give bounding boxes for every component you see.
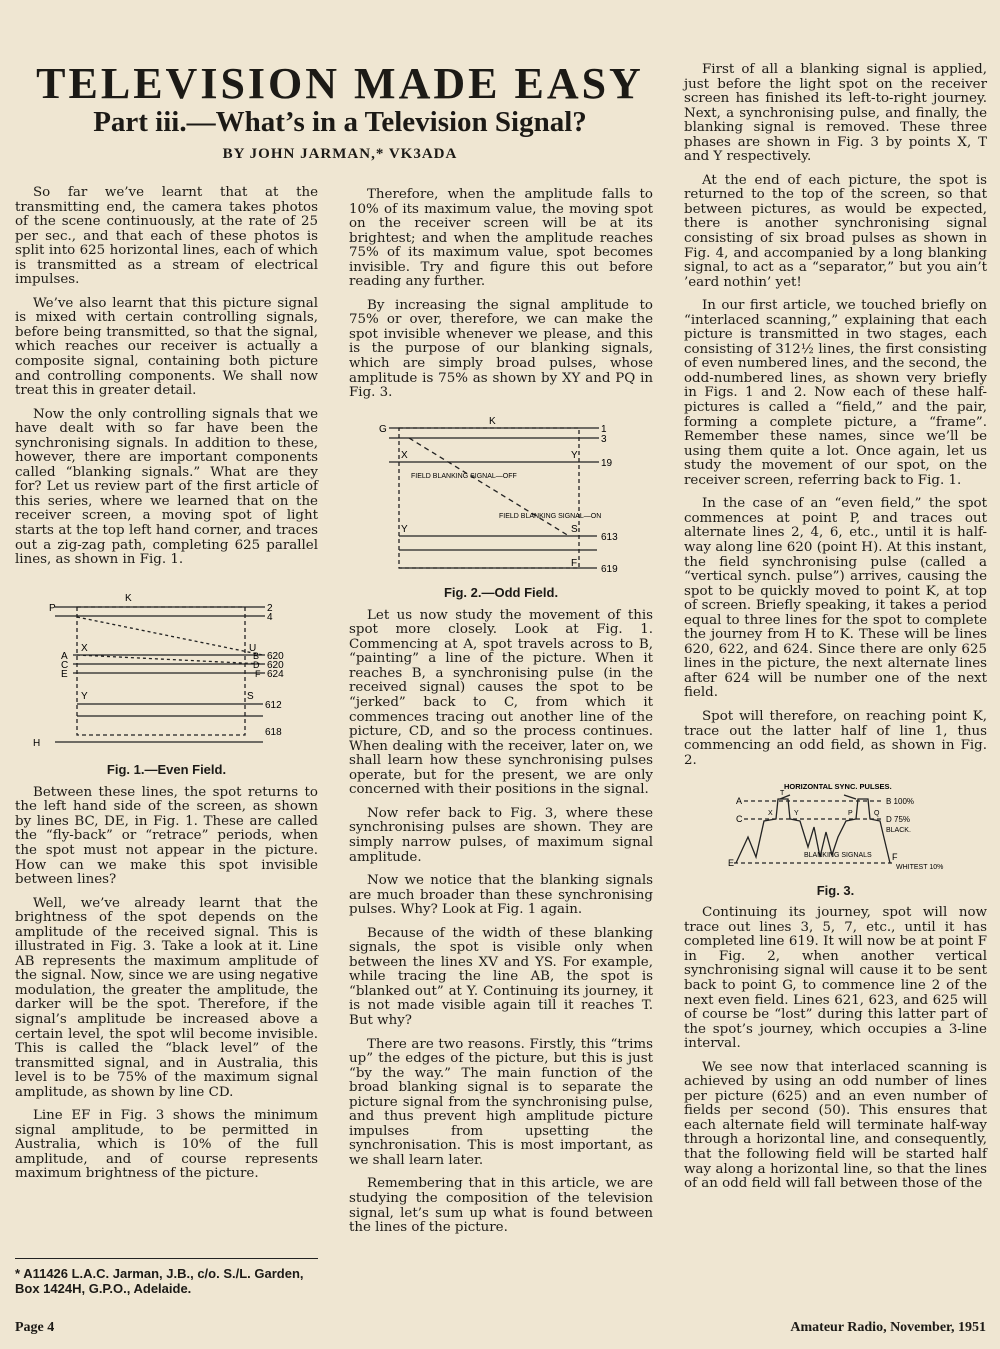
fig1-label: 624 <box>267 668 284 680</box>
fig1-label: A <box>61 650 68 662</box>
paragraph: Between these lines, the spot returns to the left hand side of the screen, as shown by lines BC, DE, in Fig. 1. These are called the “fly-back” or “retrace” periods, when the spot must not appear in the picture. How can we make this spot invisible between lines? <box>15 784 318 888</box>
fig3-label: B 100% <box>886 797 915 807</box>
fig3-label: X <box>768 810 773 818</box>
fig1-label: U <box>249 642 257 654</box>
fig2-label: FIELD BLANKING SIGNAL—OFF <box>411 472 517 480</box>
paragraph: First of all a blanking signal is applied, just before the light spot on the receiver screen has finished its left-to-right journey. Next, a synchronising pulse, and finally, the blanking signal is removed. These three phases are shown in Fig. 3 by points X, T and Y respectively. <box>684 62 987 165</box>
fig1-label: K <box>125 592 132 604</box>
figure-2-caption: Fig. 2.—Odd Field. <box>443 585 559 601</box>
article-subtitle: Part iii.—What’s in a Television Signal? <box>93 106 587 138</box>
figure-2-diagram <box>349 410 653 580</box>
fig1-label: X <box>81 642 88 654</box>
fig1-label: S <box>247 690 254 702</box>
fig3-label: F <box>892 852 898 863</box>
fig1-label: E <box>61 668 68 680</box>
paragraph: Spot will therefore, on reaching point K, trace out the latter half of line 1, thus commencing an odd field, as shown in Fig. 2. <box>684 708 987 768</box>
paragraph: Line EF in Fig. 3 shows the minimum signal amplitude, to be permitted in Australia, which is 10% of the full amplitude, and of course represents maximum brightness of the picture. <box>15 1108 318 1182</box>
fig2-label: S <box>571 523 578 535</box>
fig1-label: P <box>49 602 56 614</box>
fig2-label: 613 <box>601 531 618 543</box>
column-3 <box>684 63 987 1201</box>
fig3-label: HORIZONTAL SYNC. PULSES. <box>784 782 892 792</box>
column-2 <box>349 188 653 1245</box>
byline: BY JOHN JARMAN,* VK3ADA <box>222 146 458 162</box>
fig3-label: BLACK. <box>886 827 911 835</box>
paragraph: Continuing its journey, spot will now trace out lines 3, 5, 7, etc., until it has completed line 619. It will now be at point F in Fig. 2, when another vertical synchronising signal will cause it to be sent back to point G, to commence line 2 of the next even field. Lines 621, 623, and 625 will of course be “lost” during this latter part of the spot’s journey, which occupies a 3-line interval. <box>684 905 987 1052</box>
figure-2 <box>349 410 653 601</box>
paragraph: So far we’ve learnt that at the transmitting end, the camera takes photos of the scene continuously, at the rate of 25 per sec., and that each of these photos is split into 625 horizontal lines, each of which is transmitted as a stream of electrical impulses. <box>15 185 318 288</box>
figure-3 <box>684 777 987 898</box>
fig3-label: D 75% <box>886 815 911 825</box>
footnote-rule <box>15 1258 318 1259</box>
paragraph: At the end of each picture, the spot is returned to the top of the screen, so that between pictures, as would be expected, there is another synchronising signal consisting of six broad pulses as shown in Fig. 4, and accompanied by a long blanking signal, to act as a “separator,” but you ain’t ’eard nothin’ yet! <box>684 172 987 290</box>
paragraph: In the case of an “even field,” the spot commences at point P, and traces out alternate lines 2, 4, 6, etc., until it is half-way along line 620 (point H). At this instant, the field synchronising pulse (called a “vertical synch. pulse”) arrives, causing the spot to be quickly moved to point K, at top of screen. Briefly speaking, it takes a period equal to three lines for the spot to complete the journey from H to K. These will be lines 620, 622, and 624. Since there are only 625 lines in the picture, the next alternate lines after 624 will be number one of the next field. <box>684 496 987 701</box>
fig3-label: WHITEST 10% <box>896 864 944 872</box>
fig1-label: Y <box>81 690 88 702</box>
paragraph: Now the only controlling signals that we have dealt with so far have been the synchronising signals. In addition to these, however, there are important components called “blanking signals.” What are they for? Let us review part of the first article of this series, where we learned that on the receiver screen, a moving spot of light starts at the top left hand corner, and traces out a zig-zag path, completing 625 parallel lines, as shown in Fig. 1. <box>15 406 318 568</box>
column-1 <box>15 186 318 1191</box>
fig2-label: FIELD BLANKING SIGNAL—ON <box>499 512 602 520</box>
figure-3-caption: Fig. 3. <box>816 882 855 898</box>
fig1-label: 620 <box>267 650 284 662</box>
figure-1-diagram <box>15 577 318 757</box>
paragraph: Now refer back to Fig. 3, where these synchronising pulses are shown. They are simply narrow pulses, of maximum signal amplitude. <box>349 805 653 865</box>
paragraph: There are two reasons. Firstly, this “trims up” the edges of the picture, but this is just “by the way.” The main function of the broad blanking signal is to separate the picture signal from the synchronising pulse, and thus prevent high amplitude picture impulses from upsetting the synchronisation. This is most important, as we shall learn later. <box>349 1036 653 1168</box>
fig1-label: 2 <box>267 602 273 614</box>
fig1-label: D <box>253 659 260 670</box>
fig2-label: Y <box>401 523 408 535</box>
fig2-label: 3 <box>601 433 607 445</box>
fig3-label: Q <box>874 810 880 818</box>
fig2-label: Y <box>571 449 578 461</box>
paragraph: We see now that interlaced scanning is achieved by using an odd number of lines per picture (625) and an even number of fields per second (50). This ensures that each alternate field will terminate half-way through a horizontal line, and consequently, that the following field will be started half way along a horizontal line, so that the lines of an odd field will fall between those of the <box>684 1059 987 1192</box>
fig3-label: C <box>736 814 743 825</box>
fig2-label: 619 <box>601 563 618 575</box>
paragraph: We’ve also learnt that this picture signal is mixed with certain controlling signals, before being transmitted, so that the signal, which reaches our receiver is actually a composite signal, containing both picture and controlling components. We shall now treat this in greater detail. <box>15 295 318 399</box>
paragraph: In our first article, we touched briefly on “interlaced scanning,” explaining that each picture is transmitted in two stages, each consisting of 312½ lines, the first consisting of even numbered lines, and the second, the odd-numbered lines, as shown very briefly in Figs. 1 and 2. Now each of these half-pictures is called a “field,” and the pair, forming a complete picture, a “frame”. Remember these names, since we’ll be using them quite a lot. Once again, let us study the movement of our spot, on the receiver screen, referring back to Fig. 1. <box>684 298 987 488</box>
paragraph: Therefore, when the amplitude falls to 10% of its maximum value, the moving spot on the receiver screen will be at its brightest; and when the amplitude reaches 75% of its maximum value, spot becomes invisible. Try and figure this out before reading any further. <box>349 187 653 290</box>
figure-1 <box>15 577 318 778</box>
fig1-label: F <box>255 668 261 679</box>
figure-3-diagram <box>684 777 987 877</box>
fig3-label: T <box>780 790 785 798</box>
fig3-label: BLANKING SIGNALS <box>804 852 872 860</box>
paragraph: Because of the width of these blanking signals, the spot is visible only when between the lines XV and YS. For example, while tracing the line AB, the spot is “blanked out” at Y. Continuing its journey, it is not made visible again till it reaches T. But why? <box>349 925 653 1028</box>
fig3-label: Y <box>794 810 799 818</box>
fig2-label: 1 <box>601 423 607 435</box>
figure-1-caption: Fig. 1.—Even Field. <box>106 762 227 778</box>
article-title: TELEVISION MADE EASY <box>36 59 644 108</box>
fig2-label: G <box>379 423 387 435</box>
footnote: * A11426 L.A.C. Jarman, J.B., c/o. S./L. Garden, Box 1424H, G.P.O., Adelaide. <box>15 1266 304 1296</box>
fig2-label: X <box>401 449 408 461</box>
fig1-label: 612 <box>265 699 282 711</box>
fig1-label: B <box>253 650 260 661</box>
paragraph: Now we notice that the blanking signals are much broader than these synchronising pulses. Why? Look at Fig. 1 again. <box>349 873 653 918</box>
fig3-label: A <box>736 796 743 807</box>
paragraph: Remembering that in this article, we are studying the composition of the television signal, let’s sum up what is found between the lines of the picture. <box>349 1176 653 1236</box>
fig1-label: 620 <box>267 659 284 671</box>
fig3-label: E <box>728 858 735 869</box>
page-number: Page 4 <box>15 1320 55 1335</box>
fig3-label: P <box>848 810 853 818</box>
publication-info: Amateur Radio, November, 1951 <box>790 1320 986 1335</box>
fig1-label: 4 <box>267 611 273 623</box>
paragraph: Let us now study the movement of this spot more closely. Look at Fig. 1. Commencing at A, spot travels across to B, “painting” a line of the picture. When it reaches B, a synchronising pulse (in the received signal) causes the spot to be “jerked” back to C, from which it commences tracing out another line of the picture, CD, and so the process continues. When dealing with the receiver, later on, we shall learn how these synchronising pulses operate, but for the present, we are only concerned with their positions in the signal. <box>349 607 653 798</box>
fig2-label: 19 <box>601 457 613 469</box>
paragraph: Well, we’ve already learnt that the brightness of the spot depends on the amplitude of the received signal. This is illustrated in Fig. 3. Take a look at it. Line AB represents the maximum amplitude of the signal. Now, since we are using negative modulation, the greater the amplitude, the darker will be the spot. Therefore, if the signal’s amplitude be increased above a certain level, the spot wlil become invisible. This is called the “black level” of the transmitted signal, and in Australia, this level is to be 75% of the maximum signal amplitude, as shown by line CD. <box>15 895 318 1100</box>
fig2-label: K <box>489 415 496 427</box>
fig1-label: H <box>33 737 41 749</box>
fig2-label: F <box>571 557 578 569</box>
fig1-label: C <box>61 659 69 671</box>
fig1-label: 618 <box>265 726 282 738</box>
paragraph: By increasing the signal amplitude to 75% or over, therefore, we can make the spot invisible whenever we please, and this is the purpose of our blanking signals, which are simply broad pulses, whose amplitude is 75% as shown by XY and PQ in Fig. 3. <box>349 297 653 401</box>
